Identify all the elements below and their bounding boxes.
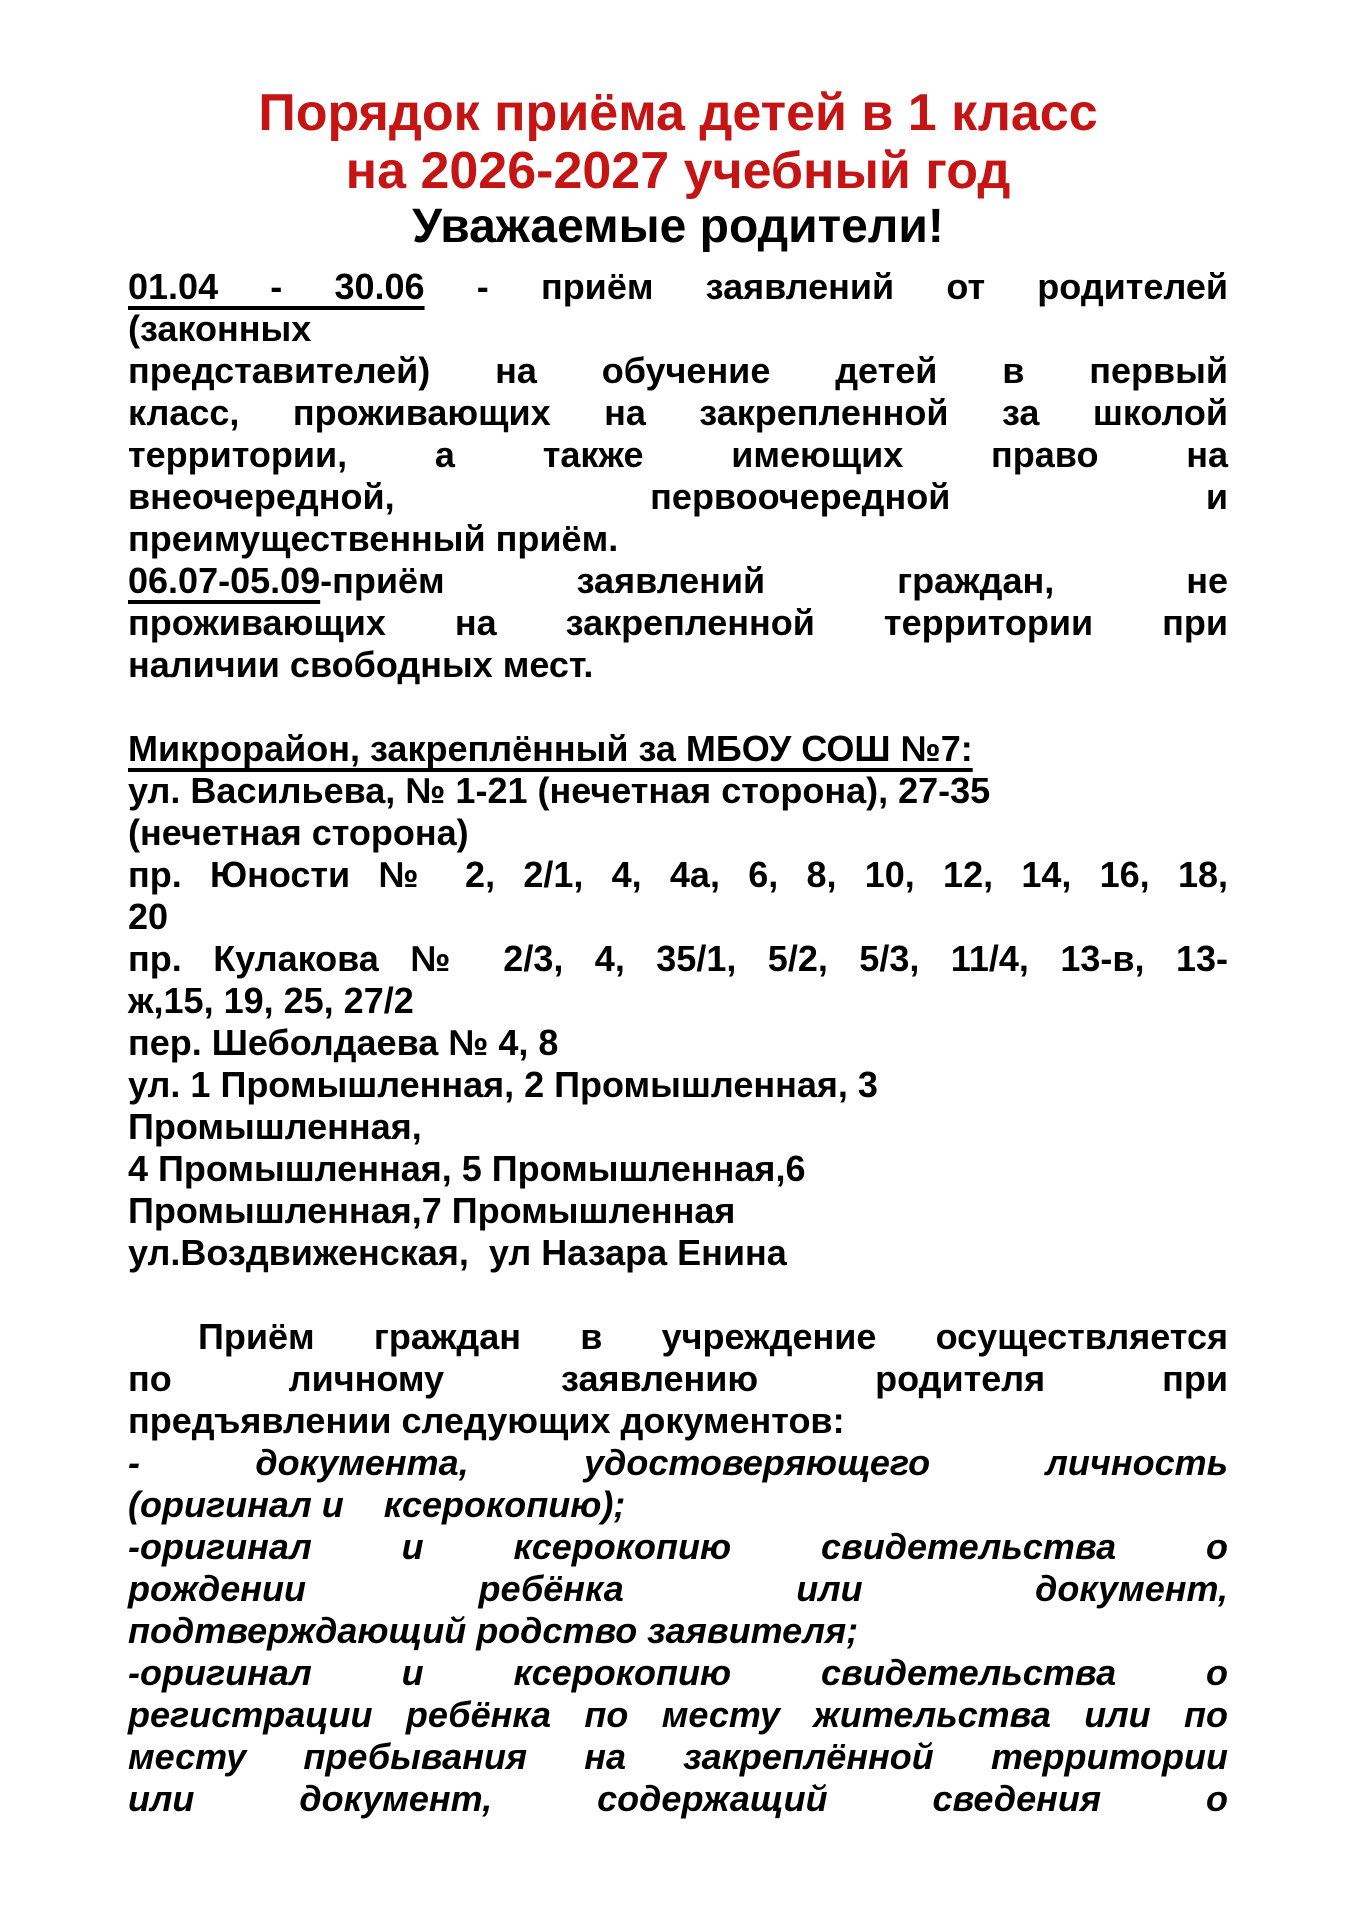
underlined-text: 06.07-05.09 bbox=[128, 560, 321, 601]
text-line bbox=[128, 854, 1228, 896]
text-segment: преимущественный приём. bbox=[128, 518, 619, 559]
text-segment: или документ, содержащий сведения о bbox=[128, 1778, 1228, 1819]
text-line bbox=[128, 1316, 1228, 1358]
text-segment: ул.Воздвиженская, ул Назара Енина bbox=[128, 1232, 787, 1273]
text-segment: Приём граждан в учреждение осуществляется bbox=[198, 1316, 1228, 1357]
text-line bbox=[128, 476, 1228, 518]
text-segment: ж,15, 19, 25, 27/2 bbox=[128, 980, 414, 1021]
text-line bbox=[128, 1022, 1228, 1064]
text-segment: внеочередной, первоочередной и bbox=[128, 476, 1228, 517]
text-segment: по личному заявлению родителя при bbox=[128, 1358, 1228, 1399]
text-line bbox=[128, 1400, 1228, 1442]
text-line bbox=[128, 266, 1228, 308]
text-segment: -приём заявлений граждан, не bbox=[320, 560, 1228, 601]
text-segment: ул. Васильева, № 1-21 (нечетная сторона), 27-35 bbox=[128, 770, 991, 811]
text-segment: подтверждающий родство заявителя; bbox=[128, 1610, 859, 1651]
text-line bbox=[128, 1358, 1228, 1400]
text-segment: рождении ребёнка или документ, bbox=[128, 1568, 1228, 1609]
text-segment: проживающих на закрепленной территории при bbox=[128, 602, 1228, 643]
text-line bbox=[128, 1778, 1228, 1820]
text-line bbox=[128, 1694, 1228, 1736]
text-line bbox=[128, 896, 1228, 938]
text-line bbox=[128, 1064, 1228, 1106]
text-segment: (нечетная сторона) bbox=[128, 812, 469, 853]
text-line bbox=[128, 518, 1228, 560]
text-line bbox=[128, 1148, 1228, 1190]
page-title-line2: на 2026-2027 учебный год bbox=[345, 142, 1011, 200]
text-line bbox=[128, 434, 1228, 476]
text-segment: 20 bbox=[128, 896, 169, 937]
text-line bbox=[128, 1736, 1228, 1778]
text-line bbox=[128, 770, 1228, 812]
text-line bbox=[128, 1190, 1228, 1232]
text-segment: Промышленная,7 Промышленная bbox=[128, 1190, 736, 1231]
page-title-line1: Порядок приёма детей в 1 класс bbox=[258, 84, 1098, 142]
text-line bbox=[128, 392, 1228, 434]
text-segment: наличии свободных мест. bbox=[128, 644, 594, 685]
page-title bbox=[128, 84, 1228, 200]
text-line bbox=[128, 1652, 1228, 1694]
spacer-line bbox=[128, 1274, 1228, 1316]
text-segment: пер. Шеболдаева № 4, 8 bbox=[128, 1022, 559, 1063]
text-segment: ул. 1 Промышленная, 2 Промышленная, 3 bbox=[128, 1064, 878, 1105]
text-segment: предъявлении следующих документов: bbox=[128, 1400, 845, 1441]
text-line bbox=[128, 602, 1228, 644]
document-content bbox=[128, 84, 1228, 1820]
text-line bbox=[128, 938, 1228, 980]
text-line bbox=[128, 1610, 1228, 1652]
text-segment: представителей) на обучение детей в первый bbox=[128, 350, 1228, 391]
text-line bbox=[128, 1484, 1228, 1526]
underlined-text: Микрорайон, закреплённый за МБОУ СОШ №7: bbox=[128, 728, 973, 769]
text-line bbox=[128, 350, 1228, 392]
text-segment: (оригинал и ксерокопию); bbox=[128, 1484, 626, 1525]
text-segment: 4 Промышленная, 5 Промышленная,6 bbox=[128, 1148, 806, 1189]
text-segment: класс, проживающих на закрепленной за школой bbox=[128, 392, 1228, 433]
text-segment: (законных bbox=[128, 308, 312, 349]
text-line bbox=[128, 644, 1228, 686]
text-segment: пр. Юности № 2, 2/1, 4, 4а, 6, 8, 10, 12, 14, 16, 18, bbox=[128, 854, 1228, 895]
text-line bbox=[128, 308, 1228, 350]
text-segment: месту пребывания на закреплённой территории bbox=[128, 1736, 1228, 1777]
text-segment: Промышленная, bbox=[128, 1106, 422, 1147]
underlined-text: 01.04 - 30.06 bbox=[128, 266, 425, 307]
text-segment: - документа, удостоверяющего личность bbox=[128, 1442, 1228, 1483]
text-line bbox=[128, 1526, 1228, 1568]
text-segment: -оригинал и ксерокопию свидетельства о bbox=[128, 1526, 1228, 1567]
text-line bbox=[128, 1232, 1228, 1274]
text-segment: территории, а также имеющих право на bbox=[128, 434, 1228, 475]
text-line bbox=[128, 980, 1228, 1022]
text-line bbox=[128, 728, 1228, 770]
body-lines bbox=[128, 266, 1228, 1820]
text-segment: регистрации ребёнка по месту жительства или по bbox=[128, 1694, 1228, 1735]
text-segment: -оригинал и ксерокопию свидетельства о bbox=[128, 1652, 1228, 1693]
text-line bbox=[128, 812, 1228, 854]
text-line bbox=[128, 1568, 1228, 1610]
text-line bbox=[128, 1442, 1228, 1484]
text-segment: - приём заявлений от родителей bbox=[424, 266, 1228, 307]
text-segment: пр. Кулакова № 2/3, 4, 35/1, 5/2, 5/3, 11/4, 13-в, 13- bbox=[128, 938, 1228, 979]
text-line bbox=[128, 560, 1228, 602]
page-subtitle: Уважаемые родители! bbox=[412, 200, 944, 253]
text-line bbox=[128, 1106, 1228, 1148]
spacer-line bbox=[128, 686, 1228, 728]
